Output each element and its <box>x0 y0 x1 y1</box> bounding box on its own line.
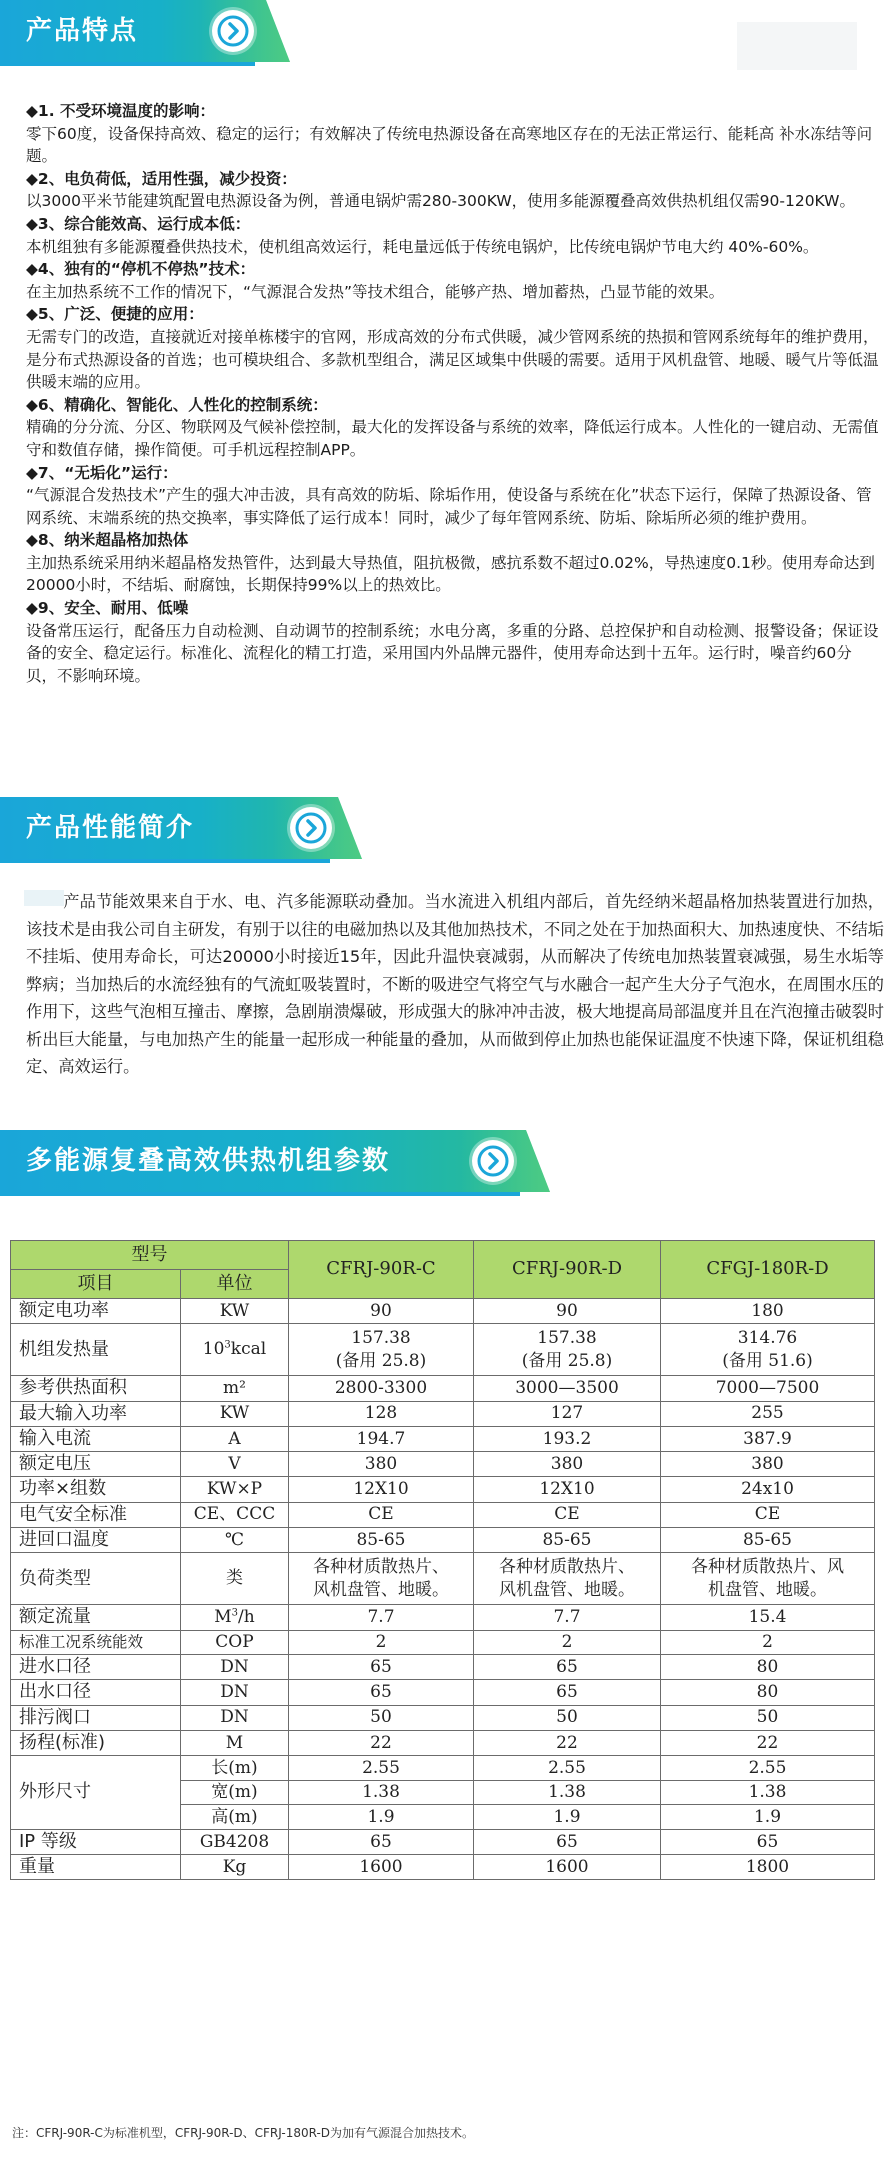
table-row <box>11 1452 875 1477</box>
value-line: 127 <box>550 1403 584 1424</box>
value-cell <box>661 1680 875 1705</box>
table-row <box>11 1502 875 1527</box>
value-cell <box>474 1655 661 1680</box>
value-cell: 1600 <box>474 1855 661 1880</box>
row-label: 额定电压 <box>11 1452 181 1477</box>
unit-cell: KW <box>181 1401 289 1426</box>
table-row <box>11 1376 875 1401</box>
feature-title: ◆3、综合能效高、运行成本低： <box>26 214 251 233</box>
unit-cell: KW×P <box>181 1477 289 1502</box>
unit-cell <box>181 1324 289 1376</box>
value-cell: 65 <box>661 1829 875 1854</box>
feature-title: ◆5、广泛、便捷的应用： <box>26 305 204 324</box>
table-header-model: 型号 <box>11 1241 289 1270</box>
value-line: 314.76 <box>737 1327 798 1348</box>
value-cell <box>474 1376 661 1401</box>
value-cell <box>289 1605 474 1630</box>
value-cell <box>474 1680 661 1705</box>
value-cell <box>289 1376 474 1401</box>
value-cell <box>289 1680 474 1705</box>
value-cell: 1.38 <box>289 1780 474 1805</box>
value-line: 50 <box>556 1707 578 1728</box>
feature-title: ◆6、精确化、智能化、人性化的控制系统： <box>26 395 328 414</box>
value-line: 157.38 <box>537 1327 597 1348</box>
value-cell <box>474 1324 661 1376</box>
feature-text: 主加热系统采用纳米超晶格发热管件，达到最大导热值，阻抗极微，感抗系数不超过0.02%，导热速度0.1秒。使用寿命达到20000小时，不结垢、耐腐蚀，长期保持99%以上的热效比。 <box>26 553 875 595</box>
row-label: 进回口温度 <box>11 1528 181 1553</box>
value-line: 2800-3300 <box>334 1377 428 1398</box>
value-line: (备用 25.8) <box>521 1350 613 1371</box>
unit-cell: DN <box>181 1705 289 1730</box>
unit-cell: KW <box>181 1299 289 1324</box>
value-cell <box>289 1630 474 1655</box>
value-line: 2 <box>762 1631 773 1652</box>
value-line: 风机盘管、地暖。 <box>313 1579 449 1600</box>
value-cell <box>289 1553 474 1605</box>
value-line: 22 <box>756 1732 779 1753</box>
value-cell: 2.55 <box>289 1756 474 1781</box>
value-cell <box>474 1477 661 1502</box>
value-cell <box>661 1705 875 1730</box>
value-cell <box>661 1477 875 1502</box>
unit-text: 10 <box>202 1339 225 1360</box>
value-line: 85-65 <box>356 1529 406 1550</box>
value-cell <box>661 1452 875 1477</box>
value-cell <box>661 1605 875 1630</box>
row-label: 额定电功率 <box>11 1299 181 1324</box>
value-cell <box>661 1731 875 1756</box>
value-cell: 1.9 <box>289 1805 474 1830</box>
value-line: 180 <box>751 1300 784 1321</box>
value-line: (备用 25.8) <box>335 1350 427 1371</box>
value-line: 7000—7500 <box>715 1377 820 1398</box>
table-row <box>11 1756 875 1781</box>
features-list <box>26 100 881 687</box>
performance-title: 产品性能简介 <box>26 813 195 843</box>
feature-text: 无需专门的改造，直接就近对接单栋楼宇的官网，形成高效的分布式供暖，减少管网系统的热损和管网系统每年的维护费用，是分布式热源设备的首选；也可模块组合、多款机型组合，满足区域集中供暖的需要。适用于风机盘管、地暖、暖气片等低温供暖末端的应用。 <box>26 327 879 392</box>
feature-title: ◆4、独有的“停机不停热”技术： <box>26 260 256 279</box>
top-right-mark <box>737 22 857 70</box>
feature-text: 以3000平米节能建筑配置电热源设备为例，普通电锅炉需280-300KW，使用多能源覆叠高效供热机组仅需90-120KW。 <box>26 192 855 211</box>
value-cell <box>474 1605 661 1630</box>
row-label: 出水口径 <box>11 1680 181 1705</box>
value-line: 85-65 <box>542 1529 592 1550</box>
row-label: 参考供热面积 <box>11 1376 181 1401</box>
value-line: 12X10 <box>353 1479 409 1500</box>
value-cell <box>661 1528 875 1553</box>
unit-cell: A <box>181 1426 289 1451</box>
row-label: IP 等级 <box>11 1829 181 1854</box>
table-row <box>11 1829 875 1854</box>
feature-title: ◆8、纳米超晶格加热体 <box>26 531 189 550</box>
row-label: 重量 <box>11 1855 181 1880</box>
value-cell <box>661 1502 875 1527</box>
value-line: 193.2 <box>542 1428 592 1449</box>
value-line: 15.4 <box>748 1607 787 1628</box>
value-line: 90 <box>556 1300 578 1321</box>
value-cell <box>661 1553 875 1605</box>
value-cell <box>474 1705 661 1730</box>
feature-title: ◆9、安全、耐用、低噪 <box>26 599 189 618</box>
value-cell <box>289 1401 474 1426</box>
feature-title: ◆7、“无垢化”运行： <box>26 463 178 482</box>
value-cell: 1600 <box>289 1855 474 1880</box>
unit-cell: COP <box>181 1630 289 1655</box>
value-line: 3000—3500 <box>515 1377 619 1398</box>
table-row <box>11 1731 875 1756</box>
divider <box>0 1192 520 1196</box>
divider <box>0 859 330 863</box>
value-line: CE <box>554 1504 580 1525</box>
unit-cell: Kg <box>181 1855 289 1880</box>
table-row <box>11 1477 875 1502</box>
unit-cell <box>181 1605 289 1630</box>
table-row <box>11 1855 875 1880</box>
table-row <box>11 1553 875 1605</box>
model-col-3: CFGJ-180R-D <box>661 1241 875 1299</box>
unit-cell: DN <box>181 1680 289 1705</box>
table-row <box>11 1655 875 1680</box>
value-cell <box>474 1299 661 1324</box>
value-line: 128 <box>364 1403 398 1424</box>
feature-text: “气源混合发热技术”产生的强大冲击波，具有高效的防垢、除垢作用，使设备与系统在化”状态下运行，保障了热源设备、管网系统、末端系统的热交换率，事实降低了运行成本！同时，减少了每年管网系统、防垢、除垢所必须的维护费用。 <box>26 486 872 527</box>
value-line: 12X10 <box>539 1479 595 1500</box>
row-label: 负荷类型 <box>11 1553 181 1605</box>
value-line: 2 <box>561 1631 573 1652</box>
unit-cell: 类 <box>181 1553 289 1605</box>
value-cell <box>474 1731 661 1756</box>
value-line: 255 <box>751 1403 784 1424</box>
value-line: 50 <box>756 1707 779 1728</box>
row-label: 外形尺寸 <box>11 1756 181 1830</box>
value-line: 157.38 <box>351 1327 411 1348</box>
params-banner <box>0 1130 550 1192</box>
row-label: 排污阀口 <box>11 1705 181 1730</box>
row-label: 机组发热量 <box>11 1324 181 1376</box>
value-line: 65 <box>370 1656 392 1677</box>
performance-banner <box>0 797 362 859</box>
value-line: (备用 51.6) <box>722 1350 813 1371</box>
row-label: 扬程(标准) <box>11 1731 181 1756</box>
value-cell <box>289 1452 474 1477</box>
value-cell: 1.38 <box>474 1780 661 1805</box>
unit-cell: 宽(m) <box>181 1780 289 1805</box>
value-cell <box>661 1426 875 1451</box>
value-cell <box>661 1655 875 1680</box>
value-cell <box>474 1528 661 1553</box>
unit-cell: 长(m) <box>181 1756 289 1781</box>
feature-text: 设备常压运行，配备压力自动检测、自动调节的控制系统；水电分离，多重的分路、总控保护和自动检测、报警设备；保证设备的安全、稳定运行。标准化、流程化的精工打造，采用国内外品牌元器件，使用寿命达到十五年。运行时，噪音约60分贝，不影响环境。 <box>26 621 879 685</box>
row-label: 电气安全标准 <box>11 1502 181 1527</box>
value-line: 380 <box>550 1453 584 1474</box>
value-line: 50 <box>370 1707 392 1728</box>
table-header-item: 项目 <box>11 1270 181 1299</box>
unit-cell: V <box>181 1452 289 1477</box>
params-table <box>10 1240 875 1880</box>
value-line: 7.7 <box>367 1607 395 1628</box>
value-cell <box>661 1299 875 1324</box>
value-line: 387.9 <box>743 1428 792 1449</box>
value-line: 194.7 <box>356 1428 406 1449</box>
table-row <box>11 1605 875 1630</box>
table-row <box>11 1705 875 1730</box>
value-line: 2 <box>375 1631 387 1652</box>
divider <box>0 62 255 66</box>
value-line: 65 <box>370 1682 392 1703</box>
value-line: 80 <box>756 1656 779 1677</box>
table-row <box>11 1401 875 1426</box>
table-header-unit: 单位 <box>181 1270 289 1299</box>
value-cell: 2.55 <box>474 1756 661 1781</box>
value-line: 7.7 <box>553 1607 581 1628</box>
value-cell <box>661 1376 875 1401</box>
value-cell <box>661 1401 875 1426</box>
row-label: 额定流量 <box>11 1605 181 1630</box>
value-cell <box>289 1731 474 1756</box>
unit-cell: ℃ <box>181 1528 289 1553</box>
value-line: 90 <box>370 1300 392 1321</box>
unit-cell: CE、CCC <box>181 1502 289 1527</box>
value-cell: 1800 <box>661 1855 875 1880</box>
chevron-right-icon <box>290 807 332 849</box>
row-label: 功率×组数 <box>11 1477 181 1502</box>
feature-text: 精确的分分流、分区、物联网及气候补偿控制，最大化的发挥设备与系统的效率，降低运行成本。人性化的一键启动、无需值守和数值存储，操作简便。可手机远程控制APP。 <box>26 418 879 459</box>
unit-text: /h <box>238 1607 255 1628</box>
value-cell <box>289 1426 474 1451</box>
feature-title: ◆2、电负荷低，适用性强，减少投资： <box>26 169 297 188</box>
value-cell: 1.9 <box>474 1805 661 1830</box>
chevron-right-icon <box>472 1140 514 1182</box>
table-row <box>11 1630 875 1655</box>
table-row <box>11 1680 875 1705</box>
value-line: 机盘管、地暖。 <box>708 1579 827 1600</box>
value-cell <box>289 1655 474 1680</box>
value-line: 风机盘管、地暖。 <box>499 1579 635 1600</box>
model-col-2: CFRJ-90R-D <box>474 1241 661 1299</box>
value-cell <box>661 1324 875 1376</box>
model-col-1: CFRJ-90R-C <box>289 1241 474 1299</box>
value-cell <box>474 1401 661 1426</box>
value-cell <box>289 1477 474 1502</box>
table-row <box>11 1324 875 1376</box>
params-title: 多能源复叠高效供热机组参数 <box>26 1146 391 1176</box>
value-cell: 1.9 <box>661 1805 875 1830</box>
value-line: 380 <box>364 1453 398 1474</box>
value-line: 22 <box>370 1732 392 1753</box>
unit-text: M <box>214 1607 232 1628</box>
value-line: 24x10 <box>741 1479 794 1500</box>
unit-sup: 3 <box>231 1607 239 1619</box>
value-cell: 1.38 <box>661 1780 875 1805</box>
value-cell <box>289 1299 474 1324</box>
unit-cell: M <box>181 1731 289 1756</box>
value-cell <box>289 1705 474 1730</box>
row-label: 进水口径 <box>11 1655 181 1680</box>
value-line: CE <box>754 1504 781 1525</box>
value-cell <box>474 1630 661 1655</box>
feature-text: 零下60度，设备保持高效、稳定的运行；有效解决了传统电热源设备在高寒地区存在的无法正常运行、能耗高 补水冻结等问题。 <box>26 124 873 166</box>
table-row <box>11 1426 875 1451</box>
value-line: 22 <box>556 1732 578 1753</box>
unit-cell: GB4208 <box>181 1829 289 1854</box>
table-row <box>11 1528 875 1553</box>
feature-title: ◆1. 不受环境温度的影响： <box>26 102 215 120</box>
unit-cell: 高(m) <box>181 1805 289 1830</box>
features-title: 产品特点 <box>26 16 139 46</box>
value-cell <box>474 1502 661 1527</box>
value-cell <box>474 1426 661 1451</box>
unit-text: kcal <box>230 1339 267 1360</box>
feature-text: 在主加热系统不工作的情况下，“气源混合发热”等技术组合，能够产热、增加蓄热，凸显节能的效果。 <box>26 282 725 301</box>
value-line: 380 <box>751 1453 784 1474</box>
value-line: 65 <box>556 1682 578 1703</box>
value-cell: 65 <box>474 1829 661 1854</box>
value-line: 各种材质散热片、 <box>313 1556 449 1577</box>
unit-cell: m² <box>181 1376 289 1401</box>
feature-text: 本机组独有多能源覆叠供热技术，使机组高效运行，耗电量远低于传统电锅炉，比传统电锅炉节电大约 40%-60%。 <box>26 237 819 256</box>
value-line: 65 <box>556 1656 578 1677</box>
value-line: 80 <box>756 1682 779 1703</box>
unit-sup: 3 <box>224 1339 231 1351</box>
value-cell <box>474 1553 661 1605</box>
value-cell: 65 <box>289 1829 474 1854</box>
value-cell <box>474 1452 661 1477</box>
value-cell <box>661 1630 875 1655</box>
value-line: 85-65 <box>742 1529 792 1550</box>
unit-cell: DN <box>181 1655 289 1680</box>
row-label: 输入电流 <box>11 1426 181 1451</box>
features-banner <box>0 0 290 62</box>
value-line: 各种材质散热片、风 <box>691 1556 844 1577</box>
value-cell <box>289 1502 474 1527</box>
value-cell <box>289 1324 474 1376</box>
row-label: 最大输入功率 <box>11 1401 181 1426</box>
value-cell <box>289 1528 474 1553</box>
performance-intro: 产品节能效果来自于水、电、汽多能源联动叠加。当水流进入机组内部后，首先经纳米超晶格加热装置进行加热，该技术是由我公司自主研发，有别于以往的电磁加热以及其他加热技术，不同之处在于加热面积大、加热速度快、不结垢不挂垢、使用寿命长，可达20000小时接近15年，因此升温快衰减弱，从而解决了传统电加热装置衰减强，易生水垢等弊病；当加热后的水流经独有的气流虹吸装置时，不断的吸进空气将空气与水融合一起产生大分子气泡水，在周围水压的作用下，这些气泡相互撞击、摩擦，急剧崩溃爆破，形成强大的脉冲冲击波，极大地提高局部温度并且在汽泡撞击破裂时析出巨大能量，与电加热产生的能量一起形成一种能量的叠加，从而做到停止加热也能保证温度不快速下降，保证机组稳定、高效运行。 <box>26 892 884 1076</box>
footnote: 注：CFRJ-90R-C为标准机型，CFRJ-90R-D、CFRJ-180R-D为加有气源混合加热技术。 <box>12 2126 475 2140</box>
value-line: CE <box>368 1504 394 1525</box>
value-line: 各种材质散热片、 <box>499 1556 635 1577</box>
table-row <box>11 1299 875 1324</box>
chevron-right-icon <box>212 10 254 52</box>
value-cell: 2.55 <box>661 1756 875 1781</box>
row-label: 标准工况系统能效 <box>11 1630 181 1655</box>
